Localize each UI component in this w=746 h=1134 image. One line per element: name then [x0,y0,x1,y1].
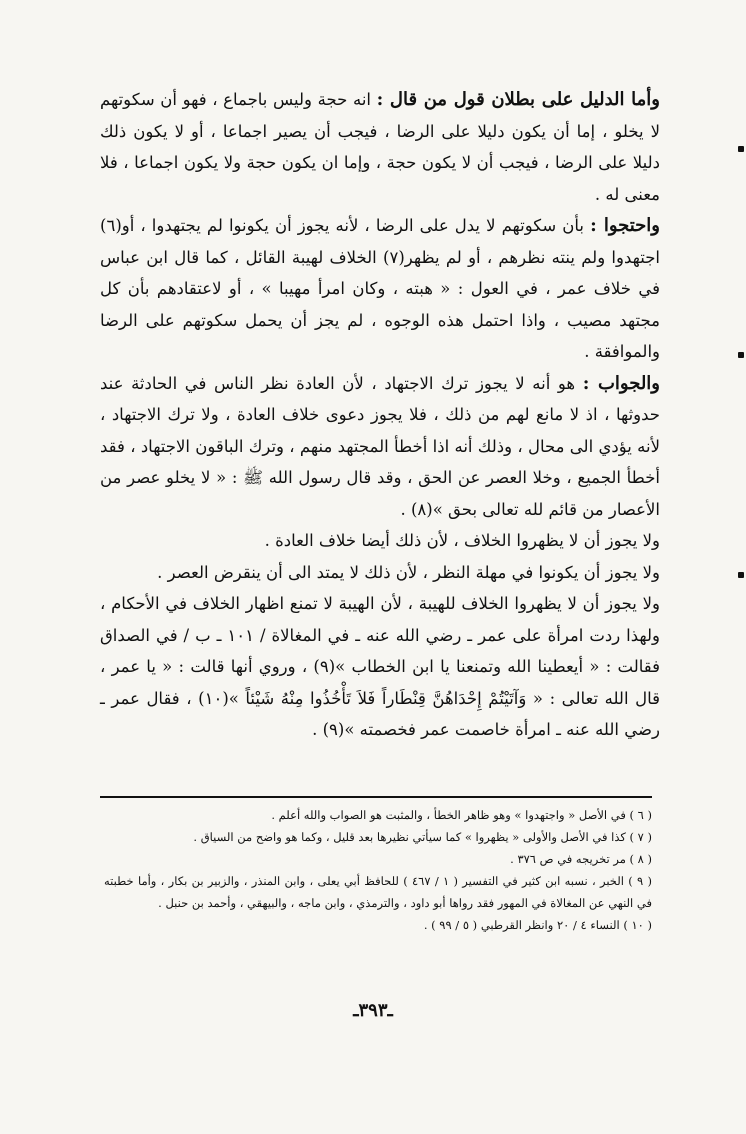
paragraph-lead: والجواب : [582,372,660,394]
scan-mark [738,572,744,578]
footnote-6: ( ٦ ) في الأصل « واجتهدوا » وهو ظاهر الخطأ ، والمثبت هو الصواب والله أعلم . [271,808,652,822]
footnote-divider [100,796,652,798]
paragraph-body: بأن سكوتهم لا يدل على الرضا ، لأنه يجوز أن يكونوا لم يجتهدوا ، أو(٦) اجتهدوا ولم ينته نظرهم ، أو لم يظهر(٧) الخلاف لهيبة القائل ، كما قال ابن عباس في خلاف عمر ، في العول : « هبته ، وكان امرأ مهيبا » ، أو لاعتقادهم بأن كل مجتهد مصيب ، واذا احتمل هذه الوجوه ، لم يجز أن يحمل سكوتهم على الرضا والموافقة . [100,216,660,361]
paragraph-1 [100,84,660,210]
footnotes [104,804,652,936]
footnote-7: ( ٧ ) كذا في الأصل والأولى « يظهروا » كما سيأتي نظيرها بعد قليل ، وكما هو واضح من السياق . [193,830,652,844]
paragraph-lead: واحتجوا : [590,215,660,236]
paragraph-body: ولا يجوز أن يكونوا في مهلة النظر ، لأن ذلك لا يمتد الى أن ينقرض العصر . [157,562,660,582]
paragraph-lead: وأما الدليل على بطلان قول من قال : [376,89,660,110]
scan-mark [738,352,744,358]
paragraph-4 [100,525,660,557]
paragraph-body: انه حجة وليس باجماع ، فهو أن سكوتهم لا يخلو ، إما أن يكون دليلا على الرضا ، فيجب أن يصير اجماعا ، أو لا يكون ذلك دليلا على الرضا ، فيجب أن لا يكون حجة ، وإما ان يكون حجة ولا يكون اجماعا ، فلا معنى له . [100,90,660,204]
page-number: ـ٣٩٣ـ [353,1000,393,1021]
footnote-10: ( ١٠ ) النساء ٤ / ٢٠ وانظر القرطبي ( ٥ / ٩٩ ) . [423,918,652,932]
footnote-8: ( ٨ ) مر تخريجه في ص ٣٧٦ . [510,852,652,866]
paragraph-body: ولا يجوز أن لا يظهروا الخلاف ، لأن ذلك أيضا خلاف العادة . [264,531,660,550]
paragraph-6 [100,588,660,746]
paragraph-body: ولا يجوز أن لا يظهروا الخلاف للهيبة ، لأن الهيبة لا تمنع اظهار الخلاف في الأحكام ، ولهذا ردت امرأة على عمر ـ رضي الله عنه ـ في المغالاة / ١٠١ ـ ب / في الصداق فقالت : « أيعطينا الله وتمنعنا يا ابن الخطاب »(٩) ، وروي أنها قالت : « يا عمر ، قال الله تعالى : « وَآتَيْتُمْ إِحْدَاهُنَّ قِنْطَاراً فَلاَ تَأْخُذُوا مِنْهُ شَيْئاً »(١٠) ، فقال عمر ـ رضي الله عنه ـ امرأة خاصمت عمر فخصمته »(٩) . [100,594,661,739]
scan-mark [738,146,744,152]
paragraph-5 [100,557,660,589]
footnote-9: ( ٩ ) الخبر ، نسبه ابن كثير في التفسير ( ١ / ٤٦٧ ) للحافظ أبي يعلى ، وابن المنذر ، والزبير بن بكار ، وأما خطبته في النهي عن المغالاة في المهور فقد رواها أبو داود ، والترمذي ، وابن ماجه ، والبيهقي ، وأحمد بن حنبل . [104,874,652,910]
paragraph-3 [100,368,660,526]
main-text [100,84,660,746]
paragraph-2 [100,210,660,368]
paragraph-body: هو أنه لا يجوز ترك الاجتهاد ، لأن العادة نظر الناس في الحادثة عند حدوثها ، اذ لا مانع لهم من ذلك ، فلا يجوز دعوى خلاف العادة ، ولا ترك الاجتهاد ، لأنه يؤدي الى محال ، وذلك أنه اذا أخطأ المجتهد منهم ، وترك الباقون الاجتهاد ، فقد أخطأ الجميع ، وخلا العصر عن الحق ، وقد قال رسول الله ﷺ : « لا يخلو عصر من الأعصار من قائم لله تعالى بحق »(٨) . [100,373,660,519]
